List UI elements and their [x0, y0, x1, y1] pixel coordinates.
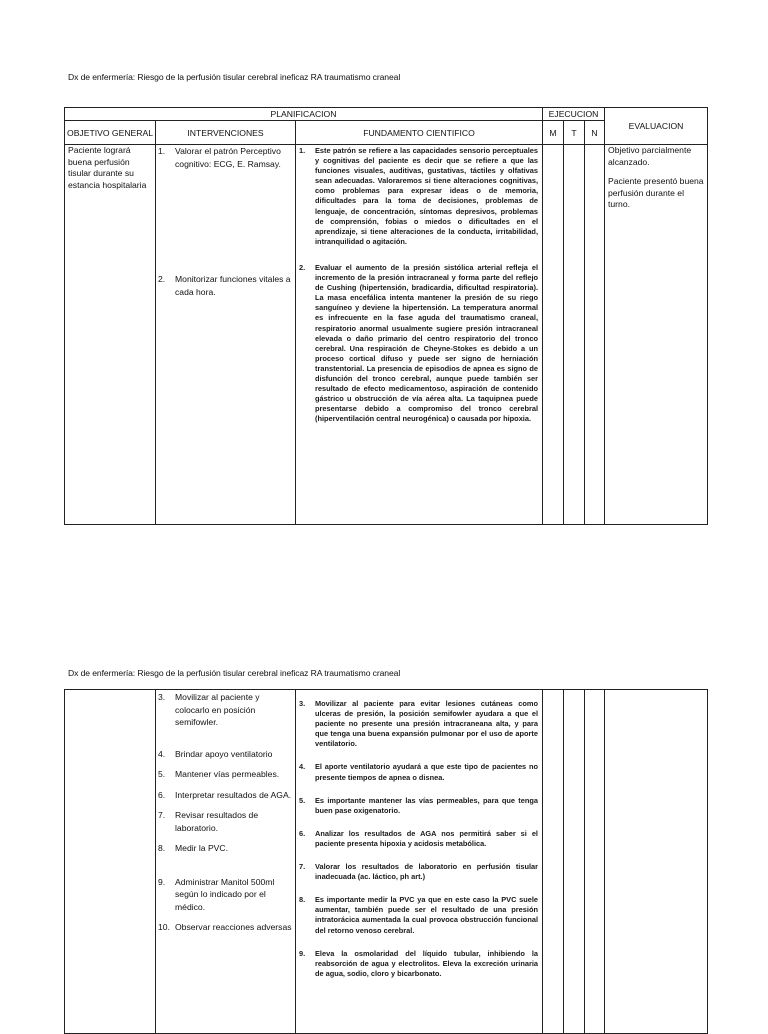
diagnosis-title: Dx de enfermería: Riesgo de la perfusión tisular cerebral ineficaz RA traumatismo craneal — [68, 72, 401, 82]
interventions-cell — [156, 690, 296, 1034]
evaluacion-cell — [605, 690, 708, 1034]
fundamento-text: Valorar los resultados de laboratorio en perfusión tisular inadecuada (ac. láctico, ph art.) — [315, 862, 538, 882]
fundamento-item — [296, 146, 542, 247]
fundamento-item — [296, 949, 542, 979]
fundamento-number: 2. — [299, 262, 306, 272]
intervention-number: 10. — [158, 922, 170, 932]
fundamento-text: Este patrón se refiere a las capacidades sensorio perceptuales y cognitivas del paciente es decir que se refiere a que las funciones visuales, auditivas, gustativas, táctiles y olfativas sean adecuadas. Valoraremos si tiene alteraciones cognitivas, como problemas para expresar ideas o de memoria, dificultades para la toma de decisiones, problemas de lenguaje, de concentración, síntomas depresivos, problemas de comprensión, fobias o miedos o dificultades en el aprendizaje, si tiene alteraciones de la conducta, irritabilidad, intranquilidad o agitación. — [315, 146, 539, 246]
ejecucion-m-cell — [543, 690, 564, 1034]
page-gap — [0, 548, 768, 638]
diagnosis-title-page2: Dx de enfermería: Riesgo de la perfusión tisular cerebral ineficaz RA traumatismo craneal — [68, 668, 401, 678]
intervention-number: 5. — [158, 769, 166, 779]
fundamento-number: 8. — [299, 895, 306, 905]
fundamento-number: 9. — [299, 948, 306, 958]
intervention-item — [156, 273, 295, 298]
header-objetivo: OBJETIVO GENERAL — [65, 121, 156, 145]
evaluacion-cell — [605, 145, 708, 525]
intervention-item — [156, 876, 295, 914]
objetivo-cell — [65, 690, 156, 1034]
fundamento-number: 3. — [299, 699, 306, 708]
fundamento-text: El aporte ventilatorio ayudará a que este tipo de pacientes no presente tiempos de apnea o disnea. — [315, 762, 538, 782]
fundamento-text: Movilizar al paciente para evitar lesiones cutáneas como ulceras de presión, la posición semifowler ayudara a que el paciente no presente una presión intracraneana alta, y para que tenga una buena expansión pulmonar por el uso de aporte ventilatorio. — [315, 699, 538, 749]
ejecucion-n-cell — [585, 145, 605, 525]
fundamento-item — [296, 762, 542, 782]
intervention-item — [156, 842, 295, 855]
ejecucion-t-cell — [564, 690, 585, 1034]
intervention-number: 9. — [158, 876, 166, 887]
fundamento-text: Eleva la osmolaridad del líquido tubular, inhibiendo la reabsorción de agua y electrolitos. Eleva la excreción urinaria de agua, sodio, cloro y bicarbonato. — [315, 948, 538, 978]
fundamento-number: 4. — [299, 762, 306, 772]
fundamento-cell — [296, 145, 543, 525]
intervention-number: 2. — [158, 274, 166, 284]
intervention-item — [156, 921, 295, 934]
fundamento-text: Es importante medir la PVC ya que en este caso la PVC suele aumentar, también puede ser el resultado de una presión intratorácica aumentada la cual provoca obstrucción funcional del retorno venoso cerebral. — [315, 895, 538, 935]
intervention-item — [156, 748, 295, 761]
header-t: T — [564, 121, 585, 145]
intervention-text: Interpretar resultados de AGA. — [175, 789, 292, 800]
fundamento-cell — [296, 690, 543, 1034]
intervention-text: Revisar resultados de laboratorio. — [175, 810, 259, 833]
ejecucion-t-cell — [564, 145, 585, 525]
intervention-text: Mantener vías permeables. — [175, 769, 280, 779]
header-planificacion: PLANIFICACION — [65, 108, 543, 121]
header-evaluacion: EVALUACION — [605, 108, 708, 145]
fundamento-number: 6. — [299, 828, 306, 838]
fundamento-item — [296, 895, 542, 935]
intervention-number: 4. — [158, 748, 166, 759]
fundamento-item — [296, 829, 542, 849]
fundamento-number: 7. — [299, 862, 306, 872]
fundamento-number: 1. — [299, 146, 306, 155]
intervention-text: Observar reacciones adversas — [175, 922, 292, 932]
intervention-item — [156, 691, 295, 729]
care-plan-table — [64, 107, 708, 525]
header-intervenciones: INTERVENCIONES — [156, 121, 296, 145]
fundamento-item — [296, 699, 542, 749]
fundamento-item — [296, 862, 542, 882]
header-ejecucion: EJECUCION — [543, 108, 605, 121]
intervention-text: Valorar el patrón Perceptivo cognitivo: ECG, E. Ramsay. — [175, 146, 281, 169]
intervention-item — [156, 145, 295, 170]
intervention-number: 1. — [158, 146, 166, 156]
intervention-number: 6. — [158, 789, 166, 800]
intervention-item — [156, 768, 295, 781]
ejecucion-n-cell — [585, 690, 605, 1034]
intervention-number: 7. — [158, 810, 166, 820]
fundamento-text: Analizar los resultados de AGA nos permitirá saber si el paciente presenta hipoxia y acidosis metabólica. — [315, 828, 538, 848]
header-n: N — [585, 121, 605, 145]
evaluacion-text-1: Objetivo parcialmente alcanzado. — [608, 145, 692, 167]
intervention-text: Brindar apoyo ventilatorio — [175, 748, 273, 759]
intervention-text: Movilizar al paciente y colocarlo en posición semifowler. — [175, 692, 260, 727]
intervention-text: Monitorizar funciones vitales a cada hora. — [175, 274, 291, 297]
objetivo-text: Paciente logrará buena perfusión tisular durante su estancia hospitalaria — [68, 145, 147, 190]
fundamento-number: 5. — [299, 795, 306, 805]
fundamento-item — [296, 796, 542, 816]
fundamento-text: Evaluar el aumento de la presión sistólica arterial refleja el incremento de la presión intracraneal y forma parte del reflejo de Cushing (hipertensión, bradicardia, dificultad respiratoria). La masa encefálica intenta mantener la presión de su riego sanguíneo y deviene la hipertensión. La temperatura anormal es infrecuente en la fase aguda del traumatismo craneal, respiratorio anormal usualmente sugiere presión intracraneal elevada o daño primario del centro respiratorio del tronco cerebral. Una respiración de Cheyne-Stokes es debido a un proceso cortical difuso y puede ser signo de herniación transtentorial. La presencia de episodios de apnea es signo de disfunción del tronco cerebral, aunque puede también ser resultado de efecto medicamentoso, aspiración de contenido gástrico u obstrucción de vía aérea alta. La taquipnea puede presentarse debido a compromiso del tronco cerebral (hiperventilación central neurogénica) o causada por hipoxia. — [315, 262, 539, 424]
intervention-text: Administrar Manitol 500ml según lo indicado por el médico. — [175, 876, 275, 912]
ejecucion-m-cell — [543, 145, 564, 525]
objetivo-cell — [65, 145, 156, 525]
intervention-item — [156, 809, 295, 834]
intervention-item — [156, 789, 295, 802]
intervention-text: Medir la PVC. — [175, 843, 229, 853]
fundamento-text: Es importante mantener las vías permeables, para que tenga buen pase oxigenatorio. — [315, 795, 538, 815]
care-plan-table-page2 — [64, 689, 708, 1034]
fundamento-item — [296, 263, 542, 425]
intervention-number: 8. — [158, 843, 166, 853]
header-fundamento: FUNDAMENTO CIENTIFICO — [296, 121, 543, 145]
interventions-cell — [156, 145, 296, 525]
evaluacion-text-2: Paciente presentó buena perfusión durante el turno. — [608, 176, 704, 210]
intervention-number: 3. — [158, 692, 166, 702]
header-m: M — [543, 121, 564, 145]
